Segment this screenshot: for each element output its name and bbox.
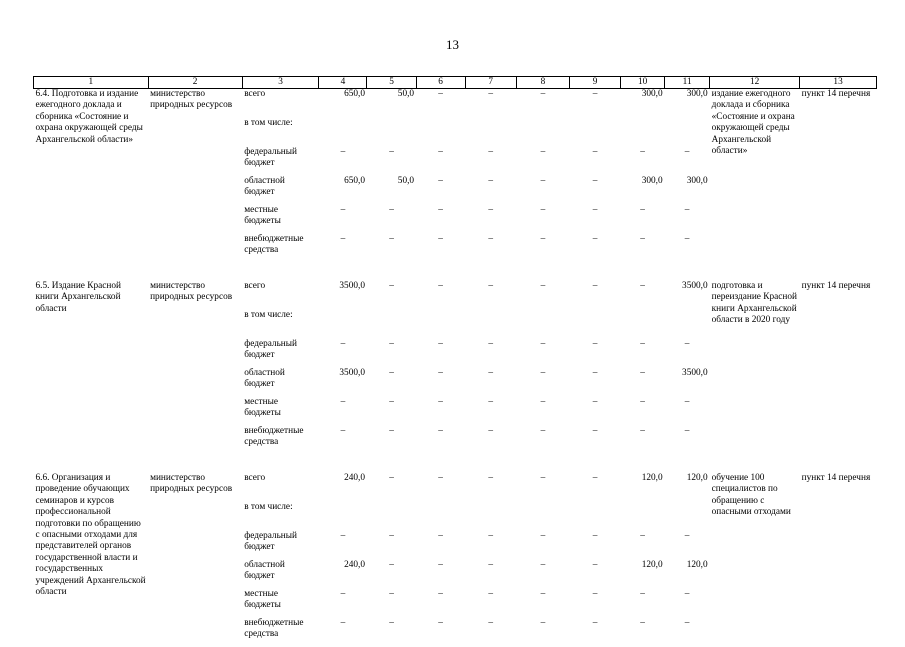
amount-cell [665,502,710,531]
amount-cell: – [319,618,367,647]
amount-cell: – [665,618,710,647]
amount-cell: 650,0 [319,176,367,205]
amount-cell: – [570,176,621,205]
amount-cell: – [465,205,516,234]
column-number: 12 [710,77,800,89]
column-number: 1 [34,77,149,89]
amount-cell: – [367,281,416,310]
amount-cell: – [516,147,569,176]
amount-cell [665,118,710,147]
amount-cell: – [367,426,416,455]
amount-cell: – [570,426,621,455]
amount-cell: 300,0 [665,89,710,119]
amount-cell [367,310,416,339]
column-number: 4 [319,77,367,89]
amount-cell: – [516,368,569,397]
column-number: 2 [148,77,242,89]
amount-cell: – [319,147,367,176]
amount-cell: – [516,560,569,589]
funding-source-cell: местные бюджеты [242,205,319,234]
measure-title-cell: 6.5. Издание Красной книги Архангельской области [34,281,149,455]
section-spacer [34,263,877,281]
amount-cell [621,310,665,339]
amount-cell: – [367,531,416,560]
amount-cell: 300,0 [621,176,665,205]
amount-cell: – [416,339,465,368]
amount-cell: – [665,339,710,368]
amount-cell: – [570,560,621,589]
funding-source-cell: федеральный бюджет [242,339,319,368]
amount-cell: 240,0 [319,473,367,502]
amount-cell: – [367,147,416,176]
amount-cell: – [416,368,465,397]
funding-source-cell: внебюджетные средства [242,234,319,263]
amount-cell: – [416,397,465,426]
amount-cell: – [416,89,465,119]
amount-cell: – [516,281,569,310]
page-number: 13 [0,37,905,53]
amount-cell: – [516,473,569,502]
amount-cell: – [367,339,416,368]
column-number: 10 [621,77,665,89]
amount-cell: – [465,281,516,310]
amount-cell: 120,0 [621,560,665,589]
amount-cell: 50,0 [367,176,416,205]
amount-cell: – [416,176,465,205]
amount-cell: – [465,426,516,455]
amount-cell [516,310,569,339]
amount-cell: – [465,473,516,502]
amount-cell: – [416,281,465,310]
amount-cell: – [665,147,710,176]
reference-cell: пункт 14 перечня [800,281,877,455]
column-number: 8 [516,77,569,89]
amount-cell: 3500,0 [319,368,367,397]
amount-cell: – [570,618,621,647]
amount-cell: – [621,147,665,176]
amount-cell: – [465,368,516,397]
amount-cell [465,502,516,531]
amount-cell [570,310,621,339]
amount-cell [319,310,367,339]
amount-cell [516,118,569,147]
amount-cell: – [570,531,621,560]
funding-source-cell: в том числе: [242,118,319,147]
amount-cell: – [665,397,710,426]
amount-cell: – [570,281,621,310]
measure-title-cell: 6.6. Организация и проведение обучающих семинаров и курсов профессиональной подготовки по обращению с опасными отходами для представителей органов государственной власти и государственных учреждений Архангельской области [34,473,149,647]
column-number: 9 [570,77,621,89]
amount-cell: – [570,89,621,119]
amount-cell: – [465,560,516,589]
funding-source-cell: внебюджетные средства [242,618,319,647]
table-row [34,89,877,119]
funding-source-cell: местные бюджеты [242,397,319,426]
amount-cell: – [665,426,710,455]
funding-source-cell: в том числе: [242,502,319,531]
amount-cell: – [516,589,569,618]
amount-cell: – [516,176,569,205]
column-number: 7 [465,77,516,89]
amount-cell: – [570,234,621,263]
amount-cell: – [516,531,569,560]
reference-cell: пункт 14 перечня [800,473,877,647]
amount-cell: – [465,397,516,426]
amount-cell: – [319,234,367,263]
amount-cell [367,118,416,147]
amount-cell [621,118,665,147]
executor-cell: министерство природных ресурсов [148,473,242,647]
amount-cell: – [621,205,665,234]
funding-source-cell: всего [242,89,319,119]
amount-cell [416,310,465,339]
amount-cell: – [516,234,569,263]
amount-cell: – [665,531,710,560]
amount-cell [465,310,516,339]
amount-cell: – [319,531,367,560]
amount-cell: – [465,589,516,618]
amount-cell: – [621,618,665,647]
amount-cell: – [570,397,621,426]
amount-cell: – [465,339,516,368]
amount-cell: – [570,205,621,234]
amount-cell: – [319,397,367,426]
column-number: 5 [367,77,416,89]
program-table [33,76,877,647]
amount-cell: – [621,589,665,618]
amount-cell: 120,0 [665,560,710,589]
column-number: 3 [242,77,319,89]
amount-cell: – [465,531,516,560]
funding-source-cell: в том числе: [242,310,319,339]
amount-cell: – [367,589,416,618]
amount-cell [665,310,710,339]
amount-cell: 3500,0 [665,281,710,310]
amount-cell [416,502,465,531]
reference-cell: пункт 14 перечня [800,89,877,264]
amount-cell: – [570,589,621,618]
amount-cell: – [367,618,416,647]
measure-title-cell: 6.4. Подготовка и издание ежегодного доклада и сборника «Состояние и охрана окружающей среды Архангельской области» [34,89,149,264]
amount-cell: – [516,205,569,234]
amount-cell: – [416,147,465,176]
table-row [34,281,877,310]
amount-cell: – [621,531,665,560]
amount-cell: – [516,618,569,647]
amount-cell [516,502,569,531]
amount-cell: 300,0 [665,176,710,205]
funding-source-cell: областной бюджет [242,176,319,205]
expected-result-cell: издание ежегодного доклада и сборника «Состояние и охрана окружающей среды Архангельской области» [710,89,800,264]
amount-cell: – [570,339,621,368]
column-number: 13 [800,77,877,89]
amount-cell: – [319,339,367,368]
amount-cell: – [465,618,516,647]
column-number: 11 [665,77,710,89]
amount-cell: – [516,339,569,368]
amount-cell: – [416,560,465,589]
amount-cell: – [516,397,569,426]
expected-result-cell: обучение 100 специалистов по обращению с опасными отходами [710,473,800,647]
funding-source-cell: областной бюджет [242,368,319,397]
column-numbers-row [34,77,877,89]
amount-cell: – [416,531,465,560]
amount-cell: 300,0 [621,89,665,119]
funding-source-cell: всего [242,473,319,502]
amount-cell: – [367,560,416,589]
funding-source-cell: федеральный бюджет [242,531,319,560]
amount-cell: – [621,281,665,310]
amount-cell: – [621,339,665,368]
amount-cell: – [465,89,516,119]
amount-cell [367,502,416,531]
amount-cell: – [367,368,416,397]
amount-cell: – [367,473,416,502]
amount-cell: – [516,426,569,455]
funding-source-cell: местные бюджеты [242,589,319,618]
amount-cell: – [416,473,465,502]
amount-cell: – [570,147,621,176]
amount-cell: – [621,368,665,397]
executor-cell: министерство природных ресурсов [148,89,242,264]
amount-cell: – [570,473,621,502]
amount-cell: 240,0 [319,560,367,589]
amount-cell: – [570,368,621,397]
amount-cell: 3500,0 [319,281,367,310]
amount-cell: – [465,176,516,205]
amount-cell: – [416,426,465,455]
amount-cell [319,118,367,147]
amount-cell: – [416,205,465,234]
amount-cell: – [621,426,665,455]
amount-cell [570,502,621,531]
table-body [34,89,877,647]
amount-cell: – [621,397,665,426]
amount-cell: – [665,234,710,263]
amount-cell: – [465,147,516,176]
column-number: 6 [416,77,465,89]
amount-cell: – [665,589,710,618]
funding-source-cell: областной бюджет [242,560,319,589]
table-row [34,473,877,502]
amount-cell: – [367,205,416,234]
funding-source-cell: внебюджетные средства [242,426,319,455]
amount-cell: 120,0 [665,473,710,502]
amount-cell: 650,0 [319,89,367,119]
executor-cell: министерство природных ресурсов [148,281,242,455]
amount-cell [570,118,621,147]
amount-cell [416,118,465,147]
amount-cell: – [621,234,665,263]
amount-cell [465,118,516,147]
amount-cell: – [319,426,367,455]
amount-cell: 50,0 [367,89,416,119]
funding-source-cell: всего [242,281,319,310]
amount-cell [621,502,665,531]
amount-cell: – [516,89,569,119]
amount-cell [319,502,367,531]
amount-cell: – [416,589,465,618]
amount-cell: – [416,234,465,263]
amount-cell: – [367,397,416,426]
amount-cell: – [465,234,516,263]
amount-cell: 3500,0 [665,368,710,397]
amount-cell: – [416,618,465,647]
section-spacer [34,455,877,473]
expected-result-cell: подготовка и переиздание Красной книги Архангельской области в 2020 году [710,281,800,455]
amount-cell: – [319,589,367,618]
amount-cell: – [319,205,367,234]
funding-source-cell: федеральный бюджет [242,147,319,176]
amount-cell: – [665,205,710,234]
amount-cell: 120,0 [621,473,665,502]
amount-cell: – [367,234,416,263]
